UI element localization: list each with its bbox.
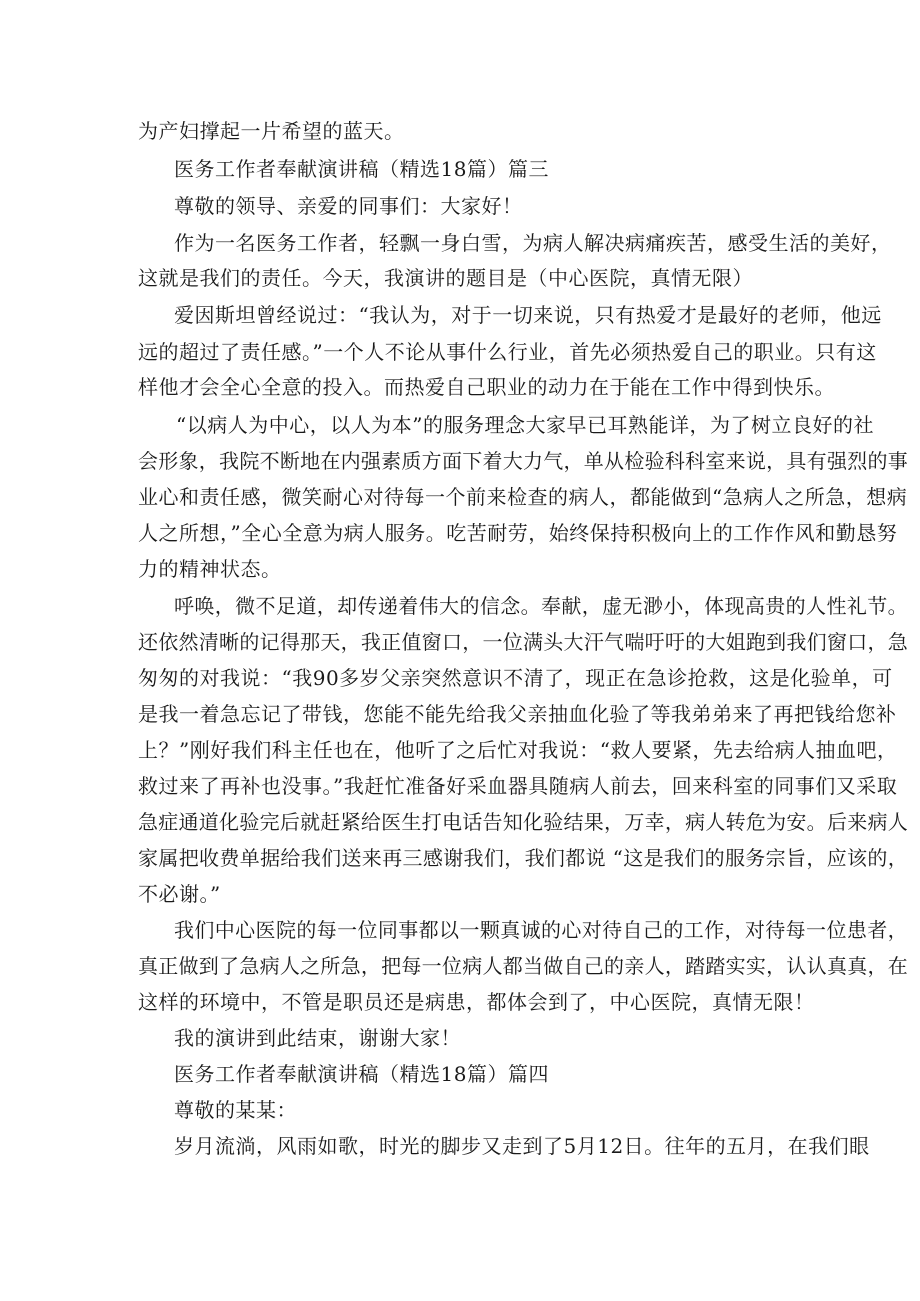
text-line: 业心和责任感，微笑耐心对待每一个前来检查的病人，都能做到“急病人之所急，想病 xyxy=(138,485,908,509)
text-line: 作为一名医务工作者，轻飘一身白雪，为病人解决病痛疾苦，感受生活的美好， xyxy=(174,231,892,255)
salutation: 尊敬的领导、亲爱的同事们：大家好！ xyxy=(174,194,523,218)
section-heading: 医务工作者奉献演讲稿（精选18篇）篇三 xyxy=(174,157,549,181)
text-line: 这就是我们的责任。今天，我演讲的题目是（中心医院，真情无限） xyxy=(138,266,753,290)
text-line: 岁月流淌，风雨如歌，时光的脚步又走到了5月12日。往年的五月，在我们眼 xyxy=(174,1134,870,1158)
text-line: 上？”刚好我们科主任也在，他听了之后忙对我说：“救人要紧，先去给病人抽血吧， xyxy=(138,738,898,762)
section-heading: 医务工作者奉献演讲稿（精选18篇）篇四 xyxy=(174,1062,549,1086)
text-line: 真正做到了急病人之所急，把每一位病人都当做自己的亲人，踏踏实实，认认真真，在 xyxy=(138,954,908,978)
text-line: 家属把收费单据给我们送来再三感谢我们，我们都说 “这是我们的服务宗旨，应该的， xyxy=(138,846,909,870)
text-line: 救过来了再补也没事。”我赶忙准备好采血器具随病人前去，回来科室的同事们又采取 xyxy=(138,774,898,798)
text-line: 样他才会全心全意的投入。而热爱自己职业的动力在于能在工作中得到快乐。 xyxy=(138,375,835,399)
text-line: 爱因斯坦曾经说过：“我认为，对于一切来说，只有热爱才是最好的老师，他远 xyxy=(174,303,882,327)
text-line: 为产妇撑起一片希望的蓝天。 xyxy=(138,119,405,143)
text-line: 还依然清晰的记得那天，我正值窗口，一位满头大汗气喘吁吁的大姐跑到我们窗口，急 xyxy=(138,630,908,654)
text-line: 不必谢。” xyxy=(138,882,221,906)
text-line: 力的精神状态。 xyxy=(138,557,282,581)
salutation: 尊敬的某某： xyxy=(174,1098,297,1122)
text-line: 远的超过了责任感。”一个人不论从事什么行业，首先必须热爱自己的职业。只有这 xyxy=(138,340,877,364)
text-line: 这样的环境中，不管是职员还是病患，都体会到了，中心医院，真情无限！ xyxy=(138,990,815,1014)
text-line: 会形象，我院不断地在内强素质方面下着大力气，单从检验科科室来说，具有强烈的事 xyxy=(138,449,908,473)
text-line: 是我一着急忘记了带钱，您能不能先给我父亲抽血化验了等我弟弟来了再把钱给您补 xyxy=(138,702,897,726)
text-line: 人之所想，”全心全意为病人服务。吃苦耐劳，始终保持积极向上的工作作风和勤恳努 xyxy=(138,521,898,545)
text-line: 我们中心医院的每一位同事都以一颗真诚的心对待自己的工作，对待每一位患者， xyxy=(174,918,908,942)
text-line: 匆匆的对我说：“我90多岁父亲突然意识不清了，现正在急诊抢救，这是化验单，可 xyxy=(138,666,893,690)
text-line: 急症通道化验完后就赶紧给医生打电话告知化验结果，万幸，病人转危为安。后来病人 xyxy=(138,810,908,834)
text-line: 呼唤，微不足道，却传递着伟大的信念。奉献，虚无渺小，体现高贵的人性礼节。 xyxy=(174,594,908,618)
text-line: “以病人为中心，以人为本”的服务理念大家早已耳熟能详，为了树立良好的社 xyxy=(176,413,874,437)
text-line: 我的演讲到此结束，谢谢大家！ xyxy=(174,1026,461,1050)
